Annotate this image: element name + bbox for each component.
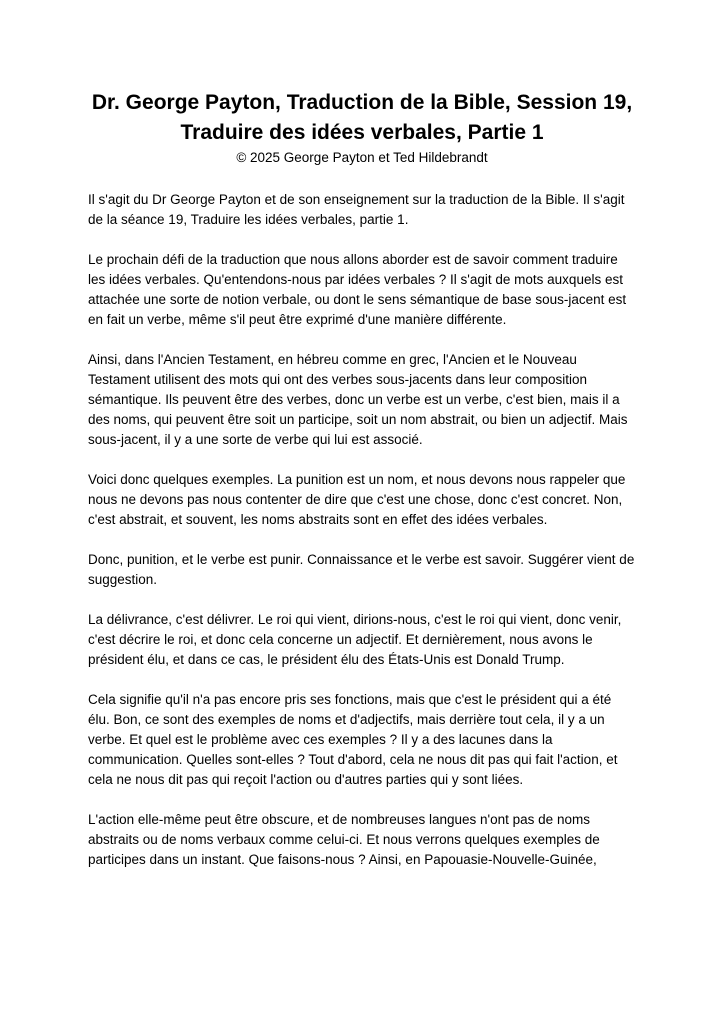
title-line-2: Traduire des idées verbales, Partie 1: [180, 121, 544, 144]
paragraph-3: Ainsi, dans l'Ancien Testament, en hébreu comme en grec, l'Ancien et le Nouveau Testament utilisent des mots qui ont des verbes sous-jacents dans leur composition sémantique. Ils peuvent être des verbes, donc un verbe est un verbe, c'est bien, mais il a des noms, qui peuvent être soit un participe, soit un nom abstrait, ou bien un adjectif. Mais sous-jacent, il y a une sorte de verbe qui lui est associé.: [88, 352, 628, 447]
copyright-notice: © 2025 George Payton et Ted Hildebrandt: [236, 150, 488, 165]
paragraph-7: Cela signifie qu'il n'a pas encore pris ses fonctions, mais que c'est le président qui a été élu. Bon, ce sont des exemples de noms et d'adjectifs, mais derrière tout cela, il y a un verbe. Et quel est le problème avec ces exemples ? Il y a des lacunes dans la communication. Quelles sont-elles ? Tout d'abord, cela ne nous dit pas qui fait l'action, et cela ne nous dit pas qui reçoit l'action ou d'autres parties qui y sont liées.: [88, 692, 618, 787]
paragraph-6: La délivrance, c'est délivrer. Le roi qui vient, dirions-nous, c'est le roi qui vient, donc venir, c'est décrire le roi, et donc cela concerne un adjectif. Et dernièrement, nous avons le président élu, et dans ce cas, le président élu des États-Unis est Donald Trump.: [88, 612, 622, 667]
paragraph-4: Voici donc quelques exemples. La punition est un nom, et nous devons nous rappeler que nous ne devons pas nous contenter de dire que c'est une chose, donc c'est concret. Non, c'est abstrait, et souvent, les noms abstraits sont en effet des idées verbales.: [88, 472, 626, 527]
paragraph-5: Donc, punition, et le verbe est punir. Connaissance et le verbe est savoir. Suggérer vient de suggestion.: [88, 552, 635, 587]
paragraph-2: Le prochain défi de la traduction que nous allons aborder est de savoir comment traduire les idées verbales. Qu'entendons-nous par idées verbales ? Il s'agit de mots auxquels est attachée une sorte de notion verbale, ou dont le sens sémantique de base sous-jacent est en fait un verbe, même s'il peut être exprimé d'une manière différente.: [88, 252, 627, 327]
title-line-1: Dr. George Payton, Traduction de la Bible, Session 19,: [91, 91, 633, 114]
document-title: [88, 88, 636, 148]
paragraph-1: Il s'agit du Dr George Payton et de son enseignement sur la traduction de la Bible. Il s'agit de la séance 19, Traduire les idées verbales, partie 1.: [88, 192, 625, 227]
document-page: [88, 88, 636, 890]
paragraph-8: L'action elle-même peut être obscure, et de nombreuses langues n'ont pas de noms abstraits ou de noms verbaux comme celui-ci. Et nous verrons quelques exemples de participes dans un instant. Que faisons-nous ? Ainsi, en Papouasie-Nouvelle-Guinée,: [88, 812, 600, 867]
